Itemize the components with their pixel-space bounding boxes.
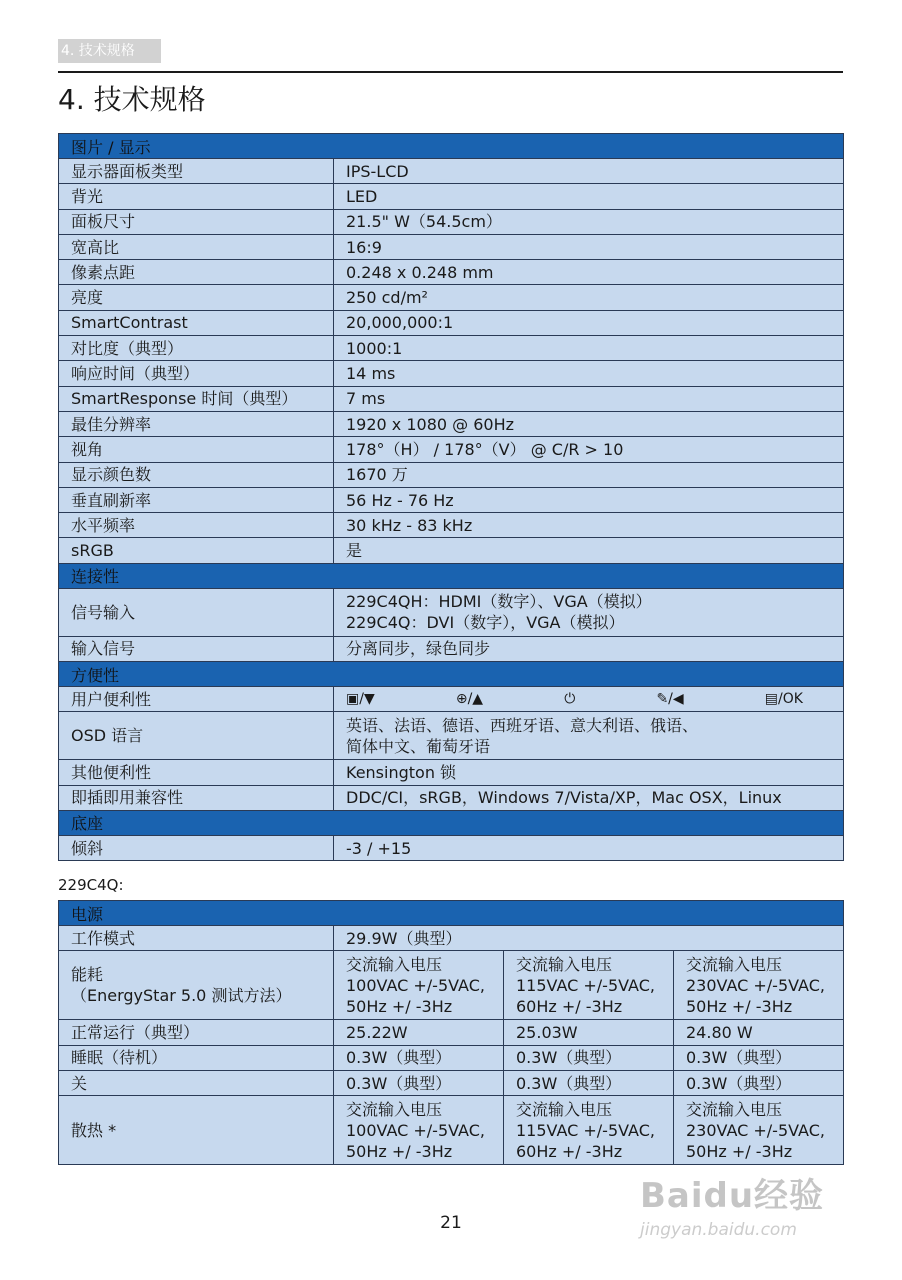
spec-label: 背光 bbox=[59, 184, 334, 209]
table-row bbox=[59, 487, 844, 512]
table-row bbox=[59, 159, 844, 184]
osd-languages-line: 简体中文、葡萄牙语 bbox=[346, 736, 491, 756]
spec-label: 显示颜色数 bbox=[59, 462, 334, 487]
spec-label: 对比度（典型） bbox=[59, 336, 334, 361]
spec-value: IPS-LCD bbox=[334, 159, 844, 184]
voltage-cell: 交流输入电压 115VAC +/-5VAC, 60Hz +/ -3Hz bbox=[504, 1096, 674, 1165]
spec-value: 0.3W（典型） bbox=[504, 1045, 674, 1070]
spec-label: 输入信号 bbox=[59, 636, 334, 661]
model-label: 229C4Q: bbox=[58, 876, 124, 894]
power-table bbox=[58, 900, 844, 1165]
spec-label: 视角 bbox=[59, 437, 334, 462]
voltage-cell: 交流输入电压 115VAC +/-5VAC, 60Hz +/ -3Hz bbox=[504, 951, 674, 1020]
spec-value: 0.3W（典型） bbox=[334, 1045, 504, 1070]
spec-label bbox=[59, 951, 334, 1020]
spec-value: 178°（H） / 178°（V） @ C/R > 10 bbox=[334, 437, 844, 462]
section-tag: 4. 技术规格 bbox=[58, 39, 161, 63]
table-row bbox=[59, 285, 844, 310]
spec-value: 0.3W（典型） bbox=[334, 1070, 504, 1095]
spec-label: SmartContrast bbox=[59, 310, 334, 335]
spec-value: 56 Hz - 76 Hz bbox=[334, 487, 844, 512]
table-row bbox=[59, 538, 844, 563]
voltage-cell: 交流输入电压 100VAC +/-5VAC, 50Hz +/ -3Hz bbox=[334, 951, 504, 1020]
spec-value: 24.80 W bbox=[674, 1020, 844, 1045]
spec-label: 用户便利性 bbox=[59, 687, 334, 712]
header-rule bbox=[58, 71, 843, 73]
consumption-method: （EnergyStar 5.0 测试方法） bbox=[71, 986, 292, 1006]
table-row bbox=[59, 361, 844, 386]
spec-label: 正常运行（典型） bbox=[59, 1020, 334, 1045]
spec-label: 宽高比 bbox=[59, 234, 334, 259]
spec-label: 工作模式 bbox=[59, 926, 334, 951]
spec-value: -3 / +15 bbox=[334, 835, 844, 860]
section-header: 电源 bbox=[59, 901, 844, 926]
section-header: 方便性 bbox=[59, 662, 844, 687]
menu-ok-icon: ▤/OK bbox=[764, 690, 803, 707]
table-row bbox=[59, 336, 844, 361]
watermark-url: jingyan.baidu.com bbox=[640, 1220, 797, 1240]
spec-value: 1670 万 bbox=[334, 462, 844, 487]
spec-label: 响应时间（典型） bbox=[59, 361, 334, 386]
spec-label: 显示器面板类型 bbox=[59, 159, 334, 184]
smartimage-left-icon: ✎/◀ bbox=[656, 690, 684, 707]
spec-value: 20,000,000:1 bbox=[334, 310, 844, 335]
table-row bbox=[59, 310, 844, 335]
osd-languages-line: 英语、法语、德语、西班牙语、意大利语、俄语、 bbox=[346, 715, 699, 735]
spec-label: 面板尺寸 bbox=[59, 209, 334, 234]
section-header: 底座 bbox=[59, 810, 844, 835]
section-header: 连接性 bbox=[59, 563, 844, 588]
consumption-label: 能耗 bbox=[71, 965, 104, 985]
spec-label: 最佳分辨率 bbox=[59, 411, 334, 436]
spec-label: 亮度 bbox=[59, 285, 334, 310]
spec-value: 21.5" W（54.5cm） bbox=[334, 209, 844, 234]
voltage-cell: 交流输入电压 230VAC +/-5VAC, 50Hz +/ -3Hz bbox=[674, 1096, 844, 1165]
spec-value: 16:9 bbox=[334, 234, 844, 259]
input-up-icon: ⊕/▲ bbox=[455, 690, 484, 707]
spec-value: 0.3W（典型） bbox=[504, 1070, 674, 1095]
page-number: 21 bbox=[440, 1213, 462, 1233]
spec-label: 睡眠（待机） bbox=[59, 1045, 334, 1070]
spec-label: 信号输入 bbox=[59, 588, 334, 636]
spec-value: 7 ms bbox=[334, 386, 844, 411]
table-row bbox=[59, 636, 844, 661]
spec-label: 像素点距 bbox=[59, 260, 334, 285]
osd-icons bbox=[334, 687, 844, 712]
spec-label: 倾斜 bbox=[59, 835, 334, 860]
spec-value: 14 ms bbox=[334, 361, 844, 386]
spec-label: sRGB bbox=[59, 538, 334, 563]
table-row bbox=[59, 260, 844, 285]
table-row bbox=[59, 209, 844, 234]
voltage-cell: 交流输入电压 100VAC +/-5VAC, 50Hz +/ -3Hz bbox=[334, 1096, 504, 1165]
table-row bbox=[59, 588, 844, 636]
spec-value: 0.3W（典型） bbox=[674, 1070, 844, 1095]
spec-label: SmartResponse 时间（典型） bbox=[59, 386, 334, 411]
spec-value: 25.03W bbox=[504, 1020, 674, 1045]
table-row bbox=[59, 437, 844, 462]
spec-table bbox=[58, 133, 844, 861]
spec-value: 229C4QH：HDMI（数字）、VGA（模拟） 229C4Q：DVI（数字），VGA（模拟） bbox=[334, 588, 844, 636]
table-row bbox=[59, 234, 844, 259]
menu-down-icon: ▣/▼ bbox=[346, 690, 375, 707]
table-row bbox=[59, 462, 844, 487]
page-title: 4. 技术规格 bbox=[58, 83, 206, 116]
spec-label: 关 bbox=[59, 1070, 334, 1095]
spec-value: 250 cd/m² bbox=[334, 285, 844, 310]
spec-value: 0.3W（典型） bbox=[674, 1045, 844, 1070]
table-row bbox=[59, 184, 844, 209]
spec-value: 1920 x 1080 @ 60Hz bbox=[334, 411, 844, 436]
power-icon: ⏻ bbox=[564, 690, 576, 707]
watermark-logo: Baidu经验 bbox=[640, 1176, 825, 1216]
spec-label: 水平频率 bbox=[59, 513, 334, 538]
spec-label: 垂直刷新率 bbox=[59, 487, 334, 512]
table-row bbox=[59, 386, 844, 411]
table-row bbox=[59, 513, 844, 538]
spec-value bbox=[334, 712, 844, 760]
spec-value: 分离同步，绿色同步 bbox=[334, 636, 844, 661]
spec-label: 其他便利性 bbox=[59, 760, 334, 785]
table-row bbox=[59, 411, 844, 436]
spec-value: 29.9W（典型） bbox=[334, 926, 844, 951]
spec-value: DDC/CI，sRGB，Windows 7/Vista/XP，Mac OSX，Linux bbox=[334, 785, 844, 810]
spec-value: LED bbox=[334, 184, 844, 209]
spec-value: 1000:1 bbox=[334, 336, 844, 361]
spec-label: OSD 语言 bbox=[59, 712, 334, 760]
spec-label: 即插即用兼容性 bbox=[59, 785, 334, 810]
spec-value: 0.248 x 0.248 mm bbox=[334, 260, 844, 285]
spec-value: Kensington 锁 bbox=[334, 760, 844, 785]
spec-value: 30 kHz - 83 kHz bbox=[334, 513, 844, 538]
spec-value: 25.22W bbox=[334, 1020, 504, 1045]
section-header: 图片 / 显示 bbox=[59, 134, 844, 159]
spec-value: 是 bbox=[334, 538, 844, 563]
spec-label: 散热 * bbox=[59, 1096, 334, 1165]
voltage-cell: 交流输入电压 230VAC +/-5VAC, 50Hz +/ -3Hz bbox=[674, 951, 844, 1020]
